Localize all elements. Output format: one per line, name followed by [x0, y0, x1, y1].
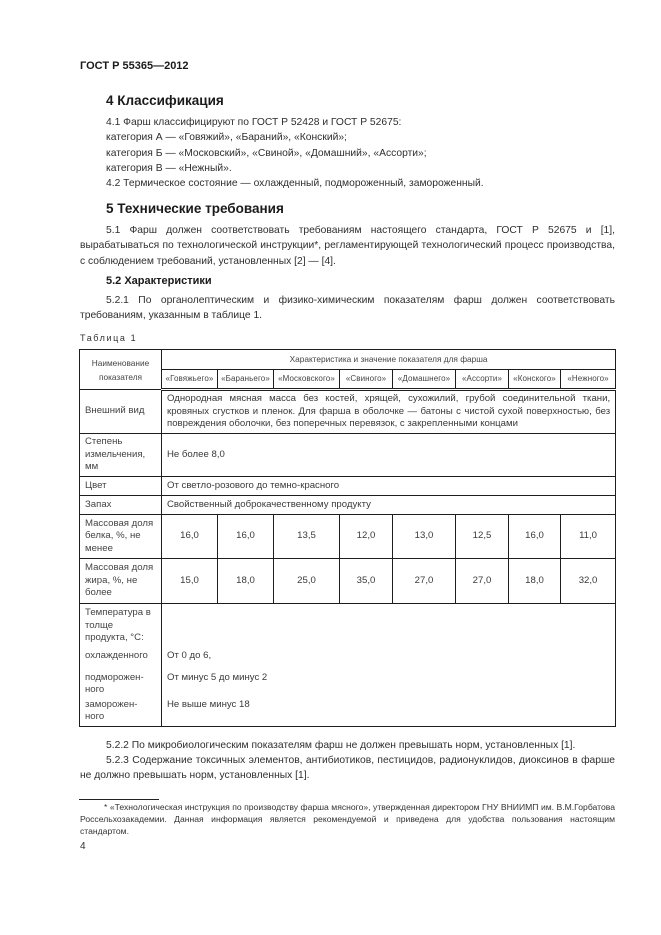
column-header-product: «Ассорти» [456, 370, 509, 390]
column-header-product: «Бараньего» [218, 370, 274, 390]
cell-value: 25,0 [274, 559, 340, 604]
column-header-product: «Домашнего» [393, 370, 456, 390]
classification-line: 4.2 Термическое состояние — охлажденный, подмороженный, замороженный. [106, 178, 484, 190]
footnote-divider [79, 799, 159, 800]
section-5-title: 5 Технические требования [106, 201, 284, 216]
paragraph-5-2-2: 5.2.2 По микробиологическим показателям фарш не должен превышать норм, установленных [1]. [106, 740, 576, 751]
table-row-appearance [80, 390, 616, 434]
state-value-semi-frozen: От минус 5 до минус 2 [167, 672, 268, 683]
column-header-product: «Нежного» [561, 370, 616, 390]
column-header-product: «Говяжьего» [162, 370, 218, 390]
state-label-chilled: охлажденного [85, 650, 148, 661]
row-value: Свойственный доброкачественному продукту [162, 496, 616, 515]
section-4-title: 4 Классификация [106, 93, 224, 108]
cell-value: 11,0 [561, 515, 616, 559]
row-label: Степень измельчения, мм [80, 434, 162, 477]
cell-value: 13,0 [393, 515, 456, 559]
table-row-color [80, 477, 616, 496]
table-row-grind [80, 434, 616, 477]
cell-value: 16,0 [162, 515, 218, 559]
paragraph-5-2-1: 5.2.1 По органолептическим и физико-химическим показателям фарш должен соответствовать требованиям, указанным в таблице 1. [80, 295, 615, 322]
row-label: Температура в толще продукта, °С: [85, 607, 151, 644]
cell-value: 35,0 [340, 559, 393, 604]
document-id: ГОСТ Р 55365—2012 [80, 60, 189, 72]
cell-value: 27,0 [456, 559, 509, 604]
cell-value: 16,0 [218, 515, 274, 559]
classification-line: категория Б — «Московский», «Свиной», «Домашний», «Ассорти»; [106, 147, 427, 159]
cell-value: 15,0 [162, 559, 218, 604]
page-number: 4 [80, 841, 86, 852]
row-label: Массовая доля белка, %, не менее [80, 515, 162, 559]
state-value-frozen: Не выше минус 18 [167, 699, 250, 710]
row-label: Массовая доля жира, %, не более [80, 559, 162, 604]
table-row-smell [80, 496, 616, 515]
paragraph-5-1: 5.1 Фарш должен соответствовать требованиям настоящего стандарта, ГОСТ Р 52675 и [1], вырабатываться по технологической инструкции*, регламентирующей технологический процесс производства, с соблюдением требований, установленных [2] — [4]. [80, 225, 615, 267]
table-row-protein [80, 515, 616, 559]
classification-line: категория В — «Нежный». [106, 162, 232, 174]
row-label: Внешний вид [80, 390, 162, 434]
state-label-frozen: заморожен-ного [85, 699, 138, 722]
table-row-fat [80, 559, 616, 604]
cell-value: 27,0 [393, 559, 456, 604]
footnote: * «Технологическая инструкция по производству фарша мясного», утвержденная директором ГНУ ВНИИМП им. В.М.Горбатова Россельхозакадемии. Данная информация является рекомендуемой и приведена для удобства пользования настоящим стандартом. [80, 802, 615, 837]
state-value-chilled: От 0 до 6, [167, 650, 212, 661]
row-value: Однородная мясная масса без костей, хрящей, сухожилий, грубой соединительной ткани, кровяных сгустков и пленок. Для фарша в оболочке — батоны с чистой сухой поверхностью, без повреждения оболочки, без поперечных перевязок, с закрепленными концами [162, 390, 616, 434]
row-label: Цвет [80, 477, 162, 496]
section-4-body [106, 115, 606, 191]
table-row-temperature [80, 604, 616, 727]
column-header-product: «Московского» [274, 370, 340, 390]
cell-value: 12,0 [340, 515, 393, 559]
classification-line: категория А — «Говяжий», «Бараний», «Конский»; [106, 132, 347, 144]
cell-value: 12,5 [456, 515, 509, 559]
cell-value: 32,0 [561, 559, 616, 604]
cell-value: 18,0 [218, 559, 274, 604]
row-label: Запах [80, 496, 162, 515]
column-header-product: «Свиного» [340, 370, 393, 390]
row-value-temperature [162, 604, 616, 727]
table-caption: Таблица 1 [80, 333, 138, 343]
subsection-5-2-title: 5.2 Характеристики [106, 275, 212, 287]
header-indicator-name: Наименование показателя [80, 350, 162, 390]
paragraph-5-2-3: 5.2.3 Содержание токсичных элементов, антибиотиков, пестицидов, радионуклидов, диоксинов в фарше не должно превышать норм, установленных [1]. [80, 755, 615, 782]
column-header-product: «Конского» [509, 370, 561, 390]
row-value: От светло-розового до темно-красного [162, 477, 616, 496]
classification-line: 4.1 Фарш классифицируют по ГОСТ Р 52428 и ГОСТ Р 52675: [106, 117, 402, 128]
header-characteristic-group: Характеристика и значение показателя для фарша [162, 350, 616, 370]
cell-value: 13,5 [274, 515, 340, 559]
cell-value: 16,0 [509, 515, 561, 559]
row-value: Не более 8,0 [162, 434, 616, 477]
state-label-semi-frozen: подморожен-ного [85, 672, 144, 695]
cell-value: 18,0 [509, 559, 561, 604]
row-label-temperature [80, 604, 162, 727]
table-1 [79, 349, 615, 727]
